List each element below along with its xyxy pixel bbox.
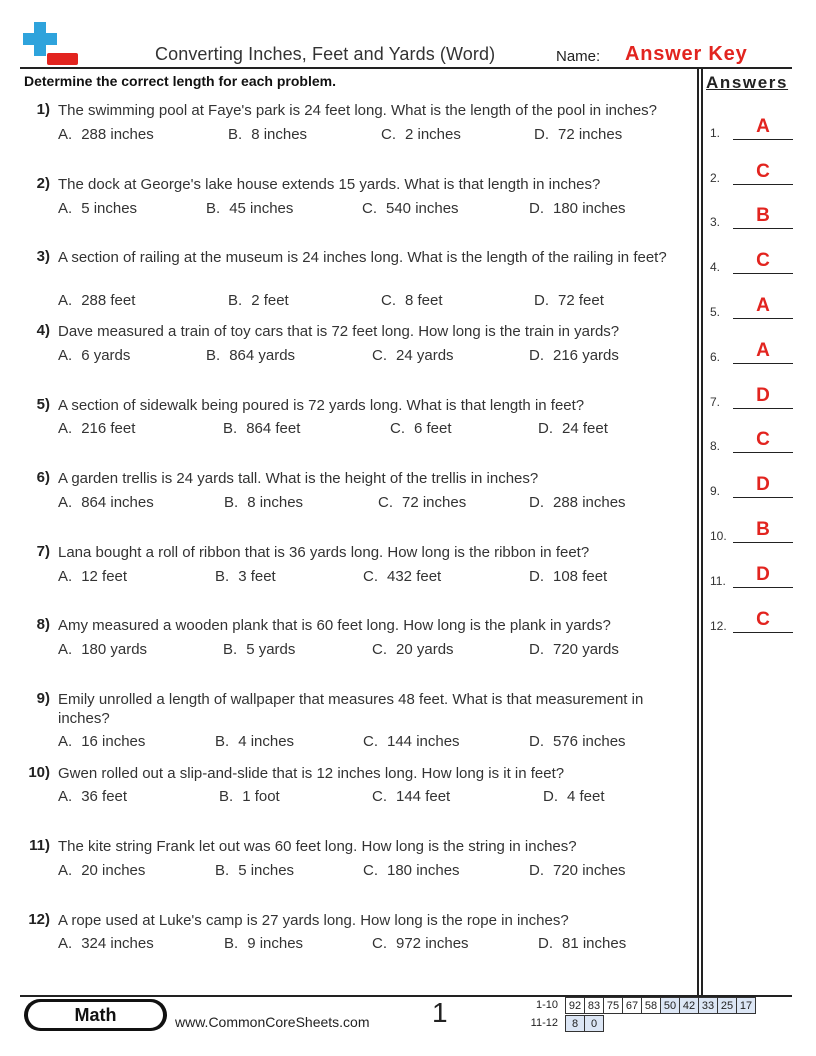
option-c: C. 72 inches [378, 494, 467, 511]
score-row-label: 11-12 [530, 1017, 558, 1029]
answer-letter: A [756, 116, 770, 137]
answer-letter: D [756, 385, 770, 406]
option-c: C. 8 feet [381, 292, 443, 309]
question-text: Amy measured a wooden plank that is 60 feet long. How long is the plank in yards? [58, 617, 611, 634]
option-b: B. 8 inches [228, 126, 308, 143]
score-cell: 67 [623, 998, 642, 1014]
option-a: A. 324 inches [58, 935, 154, 952]
score-cell: 58 [642, 998, 661, 1014]
option-c: C. 6 feet [390, 420, 452, 437]
header-rule [20, 67, 792, 69]
question-text: A garden trellis is 24 yards tall. What is the height of the trellis in inches? [58, 470, 539, 487]
score-table-row-1 [565, 997, 756, 1014]
option-a: A. 864 inches [58, 494, 154, 511]
question-text: Emily unrolled a length of wallpaper that measures 48 feet. What is that measurement in inches? [58, 691, 644, 727]
question-number: 10) [28, 764, 50, 781]
option-d: D. 288 inches [529, 494, 626, 511]
option-b: B. 864 yards [206, 347, 296, 364]
answer-row-3: 3. B [710, 205, 794, 229]
answer-letter: B [756, 205, 770, 226]
subject-badge [24, 999, 167, 1031]
answer-row-6: 6. A [710, 340, 794, 364]
option-d: D. 180 inches [529, 200, 626, 217]
question-number: 12) [28, 911, 50, 928]
worksheet-title: Converting Inches, Feet and Yards (Word) [155, 44, 496, 64]
plus-minus-logo-icon [20, 20, 78, 66]
score-table-row-2 [565, 1015, 604, 1032]
option-c: C. 24 yards [372, 347, 454, 364]
option-b: B. 5 yards [223, 641, 296, 658]
answer-row-12: 12. C [710, 609, 794, 633]
option-c: C. 540 inches [362, 200, 459, 217]
question-number: 6) [36, 469, 50, 486]
option-c: C. 972 inches [372, 935, 469, 952]
score-cell: 33 [699, 998, 718, 1014]
option-d: D. 72 inches [534, 126, 623, 143]
score-cell: 75 [604, 998, 623, 1014]
answer-row-4: 4. C [710, 250, 794, 274]
option-d: D. 576 inches [529, 733, 626, 750]
option-c: C. 432 feet [363, 568, 442, 585]
question-number: 11) [29, 837, 50, 854]
answer-letter: D [756, 564, 770, 585]
option-c: C. 180 inches [363, 862, 460, 879]
option-b: B. 5 inches [215, 862, 295, 879]
option-d: D. 720 inches [529, 862, 626, 879]
option-d: D. 720 yards [529, 641, 619, 658]
option-b: B. 864 feet [223, 420, 301, 437]
option-b: B. 3 feet [215, 568, 276, 585]
answers-heading: Answers [706, 73, 789, 92]
question-text: A rope used at Luke's camp is 27 yards long. How long is the rope in inches? [58, 912, 569, 929]
name-label: Name: [556, 48, 601, 65]
answer-row-7: 7. D [710, 385, 794, 409]
question-text: Gwen rolled out a slip-and-slide that is 12 inches long. How long is it in feet? [58, 765, 565, 782]
question-number: 1) [36, 101, 50, 118]
option-a: A. 36 feet [58, 788, 128, 805]
question-text: The swimming pool at Faye's park is 24 feet long. What is the length of the pool in inches? [58, 102, 658, 119]
question-number: 8) [36, 616, 50, 633]
instructions: Determine the correct length for each problem. [24, 73, 336, 89]
score-row-label: 1-10 [535, 999, 558, 1011]
question-number: 9) [36, 690, 50, 707]
option-b: B. 2 feet [228, 292, 289, 309]
question-text: A section of sidewalk being poured is 72 yards long. What is that length in feet? [58, 397, 585, 414]
question-number: 2) [36, 175, 50, 192]
question-text: A section of railing at the museum is 24 inches long. What is the length of the railing in feet? [58, 249, 667, 266]
option-d: D. 24 feet [538, 420, 608, 437]
option-a: A. 20 inches [58, 862, 146, 879]
question-number: 3) [36, 248, 50, 265]
option-b: B. 1 foot [219, 788, 280, 805]
answer-row-10: 10. B [710, 519, 794, 543]
page-number: 1 [432, 997, 448, 1028]
option-b: B. 8 inches [224, 494, 304, 511]
option-d: D. 216 yards [529, 347, 619, 364]
answer-letter: A [756, 340, 770, 361]
answer-letter: C [756, 250, 770, 271]
option-b: B. 9 inches [224, 935, 304, 952]
question-text: The dock at George's lake house extends 15 yards. What is that length in inches? [58, 176, 601, 193]
option-a: A. 16 inches [58, 733, 146, 750]
question-text: Lana bought a roll of ribbon that is 36 yards long. How long is the ribbon in feet? [58, 544, 590, 561]
score-cell: 17 [737, 998, 756, 1014]
answer-row-1: 1. A [710, 116, 794, 140]
option-a: A. 5 inches [58, 200, 138, 217]
answer-row-8: 8. C [710, 429, 794, 453]
question-number: 7) [36, 543, 50, 560]
option-d: D. 4 feet [543, 788, 605, 805]
score-cell: 0 [585, 1016, 604, 1032]
option-b: B. 4 inches [215, 733, 295, 750]
answer-letter: C [756, 161, 770, 182]
option-c: C. 144 feet [372, 788, 451, 805]
option-d: D. 108 feet [529, 568, 608, 585]
score-cell: 25 [718, 998, 737, 1014]
answer-letter: B [756, 519, 770, 540]
question-text: Dave measured a train of toy cars that is 72 feet long. How long is the train in yards? [58, 323, 620, 340]
answer-row-11: 11. D [710, 564, 794, 588]
score-cell: 83 [585, 998, 604, 1014]
answer-letter: C [756, 429, 770, 450]
option-d: D. 81 inches [538, 935, 627, 952]
option-a: A. 216 feet [58, 420, 136, 437]
answer-letter: D [756, 474, 770, 495]
answer-row-5: 5. A [710, 295, 794, 319]
option-a: A. 288 inches [58, 126, 154, 143]
answer-row-9: 9. D [710, 474, 794, 498]
score-cell: 50 [661, 998, 680, 1014]
answer-key-label: Answer Key [625, 43, 748, 65]
option-a: A. 12 feet [58, 568, 128, 585]
subject-label: Math [28, 1002, 163, 1028]
question-number: 5) [36, 396, 50, 413]
option-c: C. 20 yards [372, 641, 454, 658]
option-d: D. 72 feet [534, 292, 604, 309]
site-url: www.CommonCoreSheets.com [175, 1014, 370, 1030]
question-text: The kite string Frank let out was 60 feet long. How long is the string in inches? [58, 838, 577, 855]
answer-letter: A [756, 295, 770, 316]
option-a: A. 288 feet [58, 292, 136, 309]
answer-letter: C [756, 609, 770, 630]
option-c: C. 144 inches [363, 733, 460, 750]
score-cell: 42 [680, 998, 699, 1014]
option-a: A. 180 yards [58, 641, 148, 658]
score-cell: 92 [566, 998, 585, 1014]
answer-row-2: 2. C [710, 161, 794, 185]
option-a: A. 6 yards [58, 347, 131, 364]
question-number: 4) [36, 322, 50, 339]
option-c: C. 2 inches [381, 126, 461, 143]
option-b: B. 45 inches [206, 200, 294, 217]
score-cell: 8 [566, 1016, 585, 1032]
